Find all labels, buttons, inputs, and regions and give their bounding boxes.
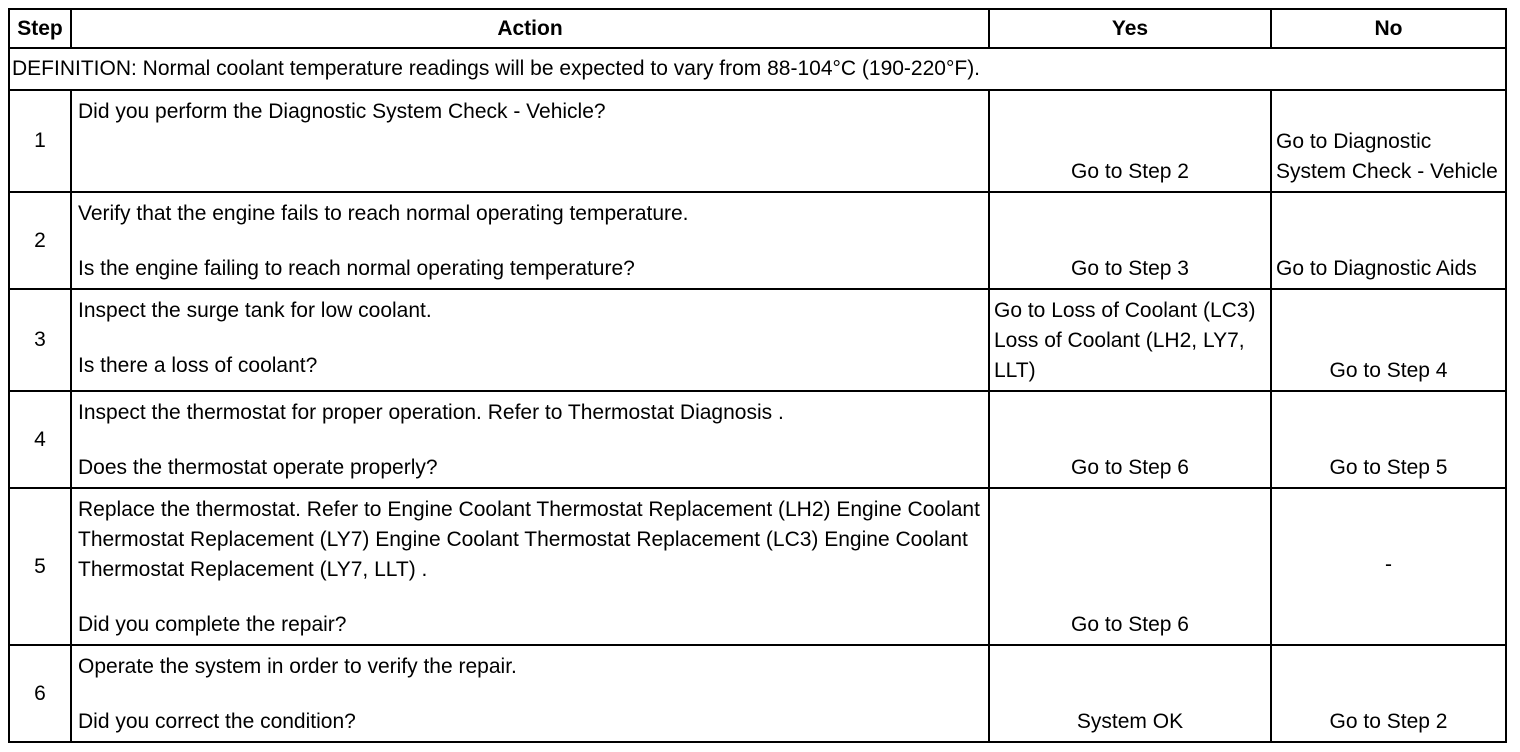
action-cell — [71, 90, 989, 192]
step-number: 2 — [9, 192, 71, 289]
header-no: No — [1271, 9, 1506, 48]
action-text: Operate the system in order to verify the repair. — [78, 655, 517, 678]
yes-cell: Go to Step 2 — [989, 90, 1271, 192]
header-step: Step — [9, 9, 71, 48]
table-row — [9, 90, 1506, 192]
table-row — [9, 488, 1506, 645]
question-text: Did you correct the condition? — [78, 710, 356, 733]
no-cell: Go to Step 5 — [1271, 391, 1506, 488]
action-cell — [71, 192, 989, 289]
definition-row — [9, 48, 1506, 90]
action-cell — [71, 645, 989, 742]
no-cell: Go to Diagnostic System Check - Vehicle — [1271, 90, 1506, 192]
step-number: 1 — [9, 90, 71, 192]
action-cell — [71, 289, 989, 391]
question-text: Is the engine failing to reach normal operating temperature? — [78, 257, 635, 280]
table-row — [9, 391, 1506, 488]
no-cell: Go to Diagnostic Aids — [1271, 192, 1506, 289]
action-text: Inspect the thermostat for proper operation. Refer to Thermostat Diagnosis . — [78, 401, 784, 424]
action-text: Inspect the surge tank for low coolant. — [78, 299, 432, 322]
yes-cell: Go to Step 6 — [989, 488, 1271, 645]
step-number: 3 — [9, 289, 71, 391]
action-text: Replace the thermostat. Refer to Engine Coolant Thermostat Replacement (LH2) Engine Coolant Thermostat Replacement (LY7) Engine Coolant Thermostat Replacement (LC3) Engine Coolant Thermostat Replacement (LY7, LLT) . — [78, 498, 980, 581]
step-number: 6 — [9, 645, 71, 742]
no-cell: - — [1271, 488, 1506, 645]
question-text: Is there a loss of coolant? — [78, 354, 318, 377]
step-number: 4 — [9, 391, 71, 488]
table-row — [9, 645, 1506, 742]
action-cell — [71, 391, 989, 488]
header-row — [9, 9, 1506, 48]
action-text: Verify that the engine fails to reach normal operating temperature. — [78, 202, 689, 225]
step-number: 5 — [9, 488, 71, 645]
action-cell — [71, 488, 989, 645]
header-action: Action — [71, 9, 989, 48]
yes-cell: Go to Loss of Coolant (LC3) Loss of Coolant (LH2, LY7, LLT) — [989, 289, 1271, 391]
question-text: Did you complete the repair? — [78, 613, 347, 636]
table-row — [9, 289, 1506, 391]
table-row — [9, 192, 1506, 289]
yes-cell: System OK — [989, 645, 1271, 742]
yes-cell: Go to Step 6 — [989, 391, 1271, 488]
yes-cell: Go to Step 3 — [989, 192, 1271, 289]
diagnostic-table — [8, 8, 1507, 743]
action-text: Did you perform the Diagnostic System Check - Vehicle? — [78, 100, 606, 123]
definition-text: DEFINITION: Normal coolant temperature readings will be expected to vary from 88-104°C (190-220°F). — [9, 48, 1506, 90]
no-cell: Go to Step 4 — [1271, 289, 1506, 391]
question-text: Does the thermostat operate properly? — [78, 456, 438, 479]
no-cell: Go to Step 2 — [1271, 645, 1506, 742]
header-yes: Yes — [989, 9, 1271, 48]
